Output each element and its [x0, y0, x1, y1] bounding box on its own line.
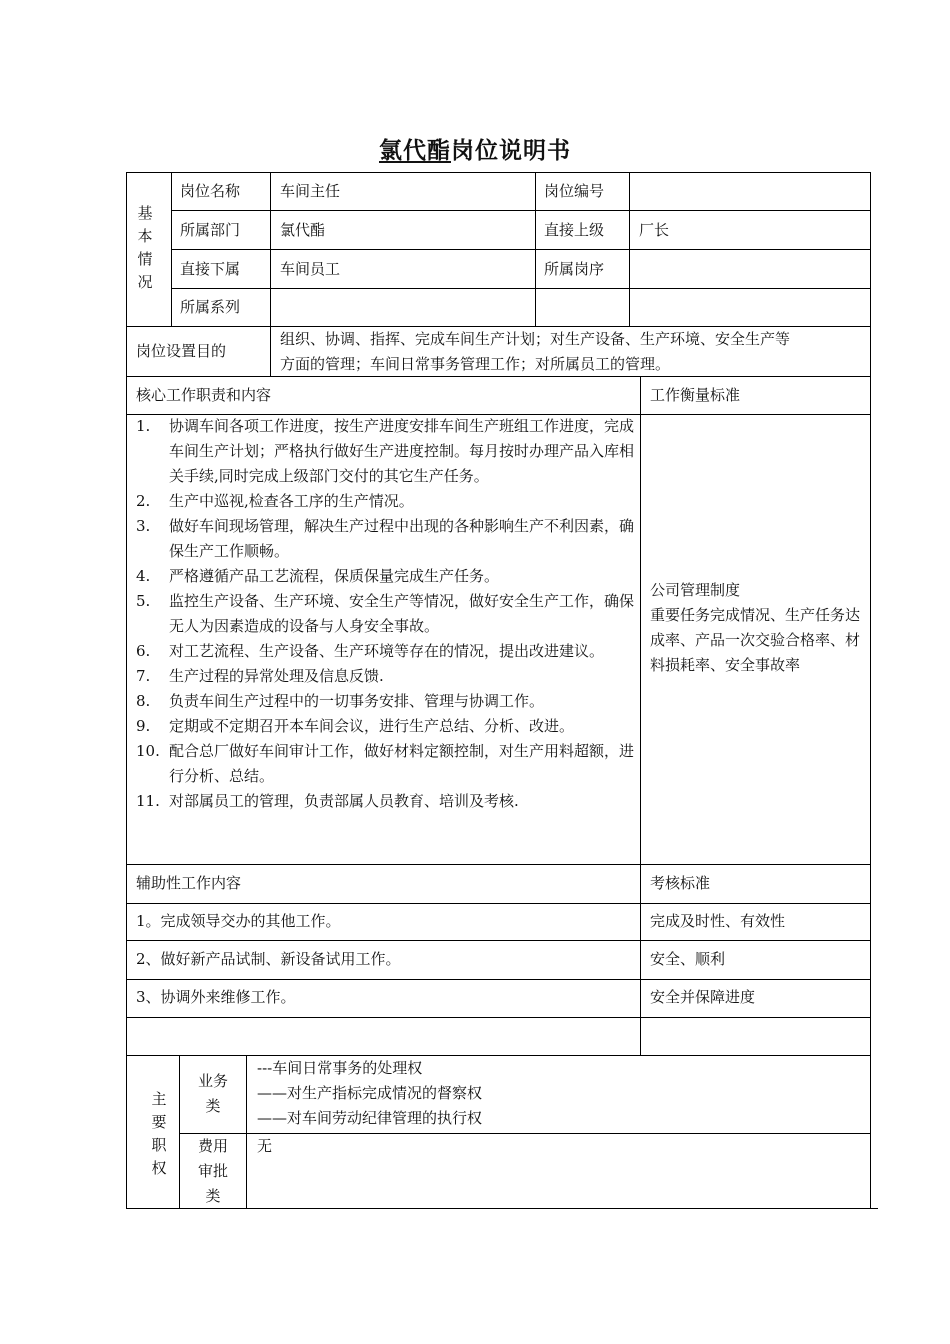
item-text: 负责车间生产过程中的一切事务安排、管理与协调工作。 — [169, 692, 545, 710]
item-number: 9. — [136, 717, 151, 735]
item-text: 严格遵循产品工艺流程，保质保量完成生产任务。 — [169, 567, 500, 585]
label-char: 基 — [137, 204, 153, 222]
aux-header: 辅助性工作内容 — [136, 874, 242, 892]
rule — [246, 1055, 247, 1208]
purpose-line-2: 方面的管理；车间日常事务管理工作；对所属员工的管理。 — [280, 355, 671, 373]
item-text: 生产过程的异常处理及信息反馈. — [169, 667, 384, 685]
subordinate-label: 直接下属 — [180, 260, 241, 278]
item-number: 7. — [136, 667, 151, 685]
list-item — [136, 714, 636, 739]
item-text: 监控生产设备、生产环境、安全生产等情况，做好安全生产工作，确保无人为因素造成的设备与人身安全事故。 — [169, 592, 635, 635]
item-number: 10. — [136, 742, 160, 760]
item-text: 协调车间各项工作进度，按生产进度安排车间生产班组工作进度，完成车间生产计划；严格执行做好生产进度控制。每月按时办理产品入库相关手续,同时完成上级部门交付的其它生产任务。 — [169, 417, 635, 485]
dept-value: 氯代酯 — [280, 221, 326, 239]
post-name-value: 车间主任 — [280, 182, 341, 200]
rule — [640, 376, 641, 1055]
item-number: 5. — [136, 592, 151, 610]
item-number: 6. — [136, 642, 151, 660]
authority-item: ——对车间劳动纪律管理的执行权 — [257, 1109, 483, 1127]
item-text: 生产中巡视,检查各工序的生产情况。 — [169, 492, 414, 510]
rule — [126, 1055, 871, 1056]
item-number: 4. — [136, 567, 151, 585]
business-items — [257, 1056, 482, 1131]
label-line: 业务 — [197, 1072, 228, 1090]
rule — [535, 172, 536, 326]
table-corner-mark — [871, 1208, 878, 1209]
basic-section-label — [134, 202, 156, 294]
item-text: 配合总厂做好车间审计工作，做好材料定额控制，对生产用料超额，进行分析、总结。 — [169, 742, 635, 785]
authority-item: ---车间日常事务的处理权 — [257, 1059, 423, 1077]
post-no-label: 岗位编号 — [544, 182, 605, 200]
expense-label — [180, 1134, 246, 1209]
rule — [179, 1133, 871, 1134]
rule — [270, 172, 271, 376]
aux-row-1-content: 1。完成领导交办的其他工作。 — [136, 912, 341, 930]
label-char: 情 — [137, 250, 153, 268]
list-item — [136, 639, 636, 664]
core-duties-list — [136, 414, 636, 814]
rule — [126, 864, 871, 865]
job-description-table — [126, 172, 871, 1208]
item-number: 1. — [136, 417, 151, 435]
list-item — [136, 414, 636, 489]
rule — [629, 172, 630, 326]
rule — [171, 249, 871, 250]
list-item — [136, 689, 636, 714]
label-char: 况 — [137, 273, 153, 291]
item-number: 3. — [136, 517, 151, 535]
standard-line-2: 重要任务完成情况、生产任务达成率、产品一次交验合格率、材料损耗率、安全事故率 — [650, 606, 861, 674]
label-char: 职 — [151, 1136, 167, 1154]
measure-standard-content — [650, 578, 864, 678]
item-text: 对工艺流程、生产设备、生产环境等存在的情况，提出改进建议。 — [169, 642, 605, 660]
label-char: 主 — [151, 1090, 167, 1108]
title-rest: 岗位说明书 — [451, 137, 571, 164]
aux-row-2-standard: 安全、顺利 — [650, 950, 726, 968]
purpose-label: 岗位设置目的 — [136, 342, 227, 360]
rule — [171, 210, 871, 211]
label-char: 权 — [151, 1159, 167, 1177]
rule — [126, 940, 871, 941]
assessment-header: 考核标准 — [650, 874, 711, 892]
item-text: 定期或不定期召开本车间会议，进行生产总结、分析、改进。 — [169, 717, 575, 735]
rule — [126, 903, 871, 904]
item-number: 11. — [136, 792, 160, 810]
post-name-label: 岗位名称 — [180, 182, 241, 200]
rule — [171, 288, 871, 289]
core-duties-header: 核心工作职责和内容 — [136, 386, 272, 404]
aux-row-3-content: 3、协调外来维修工作。 — [136, 988, 296, 1006]
series-label: 所属系列 — [180, 298, 241, 316]
list-item — [136, 564, 636, 589]
superior-value: 厂长 — [639, 221, 670, 239]
purpose-line-1: 组织、协调、指挥、完成车间生产计划；对生产设备、生产环境、安全生产等 — [280, 330, 791, 348]
document-title — [0, 132, 950, 165]
item-text: 做好车间现场管理，解决生产过程中出现的各种影响生产不利因素，确保生产工作顺畅。 — [169, 517, 635, 560]
list-item — [136, 664, 636, 689]
standard-line-1: 公司管理制度 — [650, 581, 741, 599]
label-line: 类 — [205, 1097, 221, 1115]
label-char: 本 — [137, 227, 153, 245]
measure-standard-header: 工作衡量标准 — [650, 386, 741, 404]
rule — [126, 1017, 871, 1018]
list-item — [136, 589, 636, 639]
label-char: 要 — [151, 1113, 167, 1131]
sequence-label: 所属岗序 — [544, 260, 605, 278]
item-number: 8. — [136, 692, 151, 710]
subordinate-value: 车间员工 — [280, 260, 341, 278]
business-label — [180, 1069, 246, 1119]
authority-section-label — [148, 1088, 170, 1180]
aux-row-2-content: 2、做好新产品试制、新设备试用工作。 — [136, 950, 401, 968]
label-line: 费用 — [197, 1137, 228, 1155]
item-number: 2. — [136, 492, 151, 510]
list-item — [136, 739, 636, 789]
title-unit: 氯代酯 — [379, 137, 451, 164]
rule — [126, 979, 871, 980]
label-line: 类 — [205, 1187, 221, 1205]
superior-label: 直接上级 — [544, 221, 605, 239]
aux-row-3-standard: 安全并保障进度 — [650, 988, 756, 1006]
rule — [126, 172, 871, 173]
dept-label: 所属部门 — [180, 221, 241, 239]
rule — [126, 172, 127, 1209]
authority-item: ——对生产指标完成情况的督察权 — [257, 1084, 483, 1102]
expense-value: 无 — [257, 1137, 273, 1155]
list-item — [136, 789, 636, 814]
item-text: 对部属员工的管理，负责部属人员教育、培训及考核. — [169, 792, 519, 810]
list-item — [136, 489, 636, 514]
rule — [171, 172, 172, 326]
rule — [870, 172, 871, 1209]
label-line: 审批 — [197, 1162, 228, 1180]
list-item — [136, 514, 636, 564]
aux-row-1-standard: 完成及时性、有效性 — [650, 912, 786, 930]
